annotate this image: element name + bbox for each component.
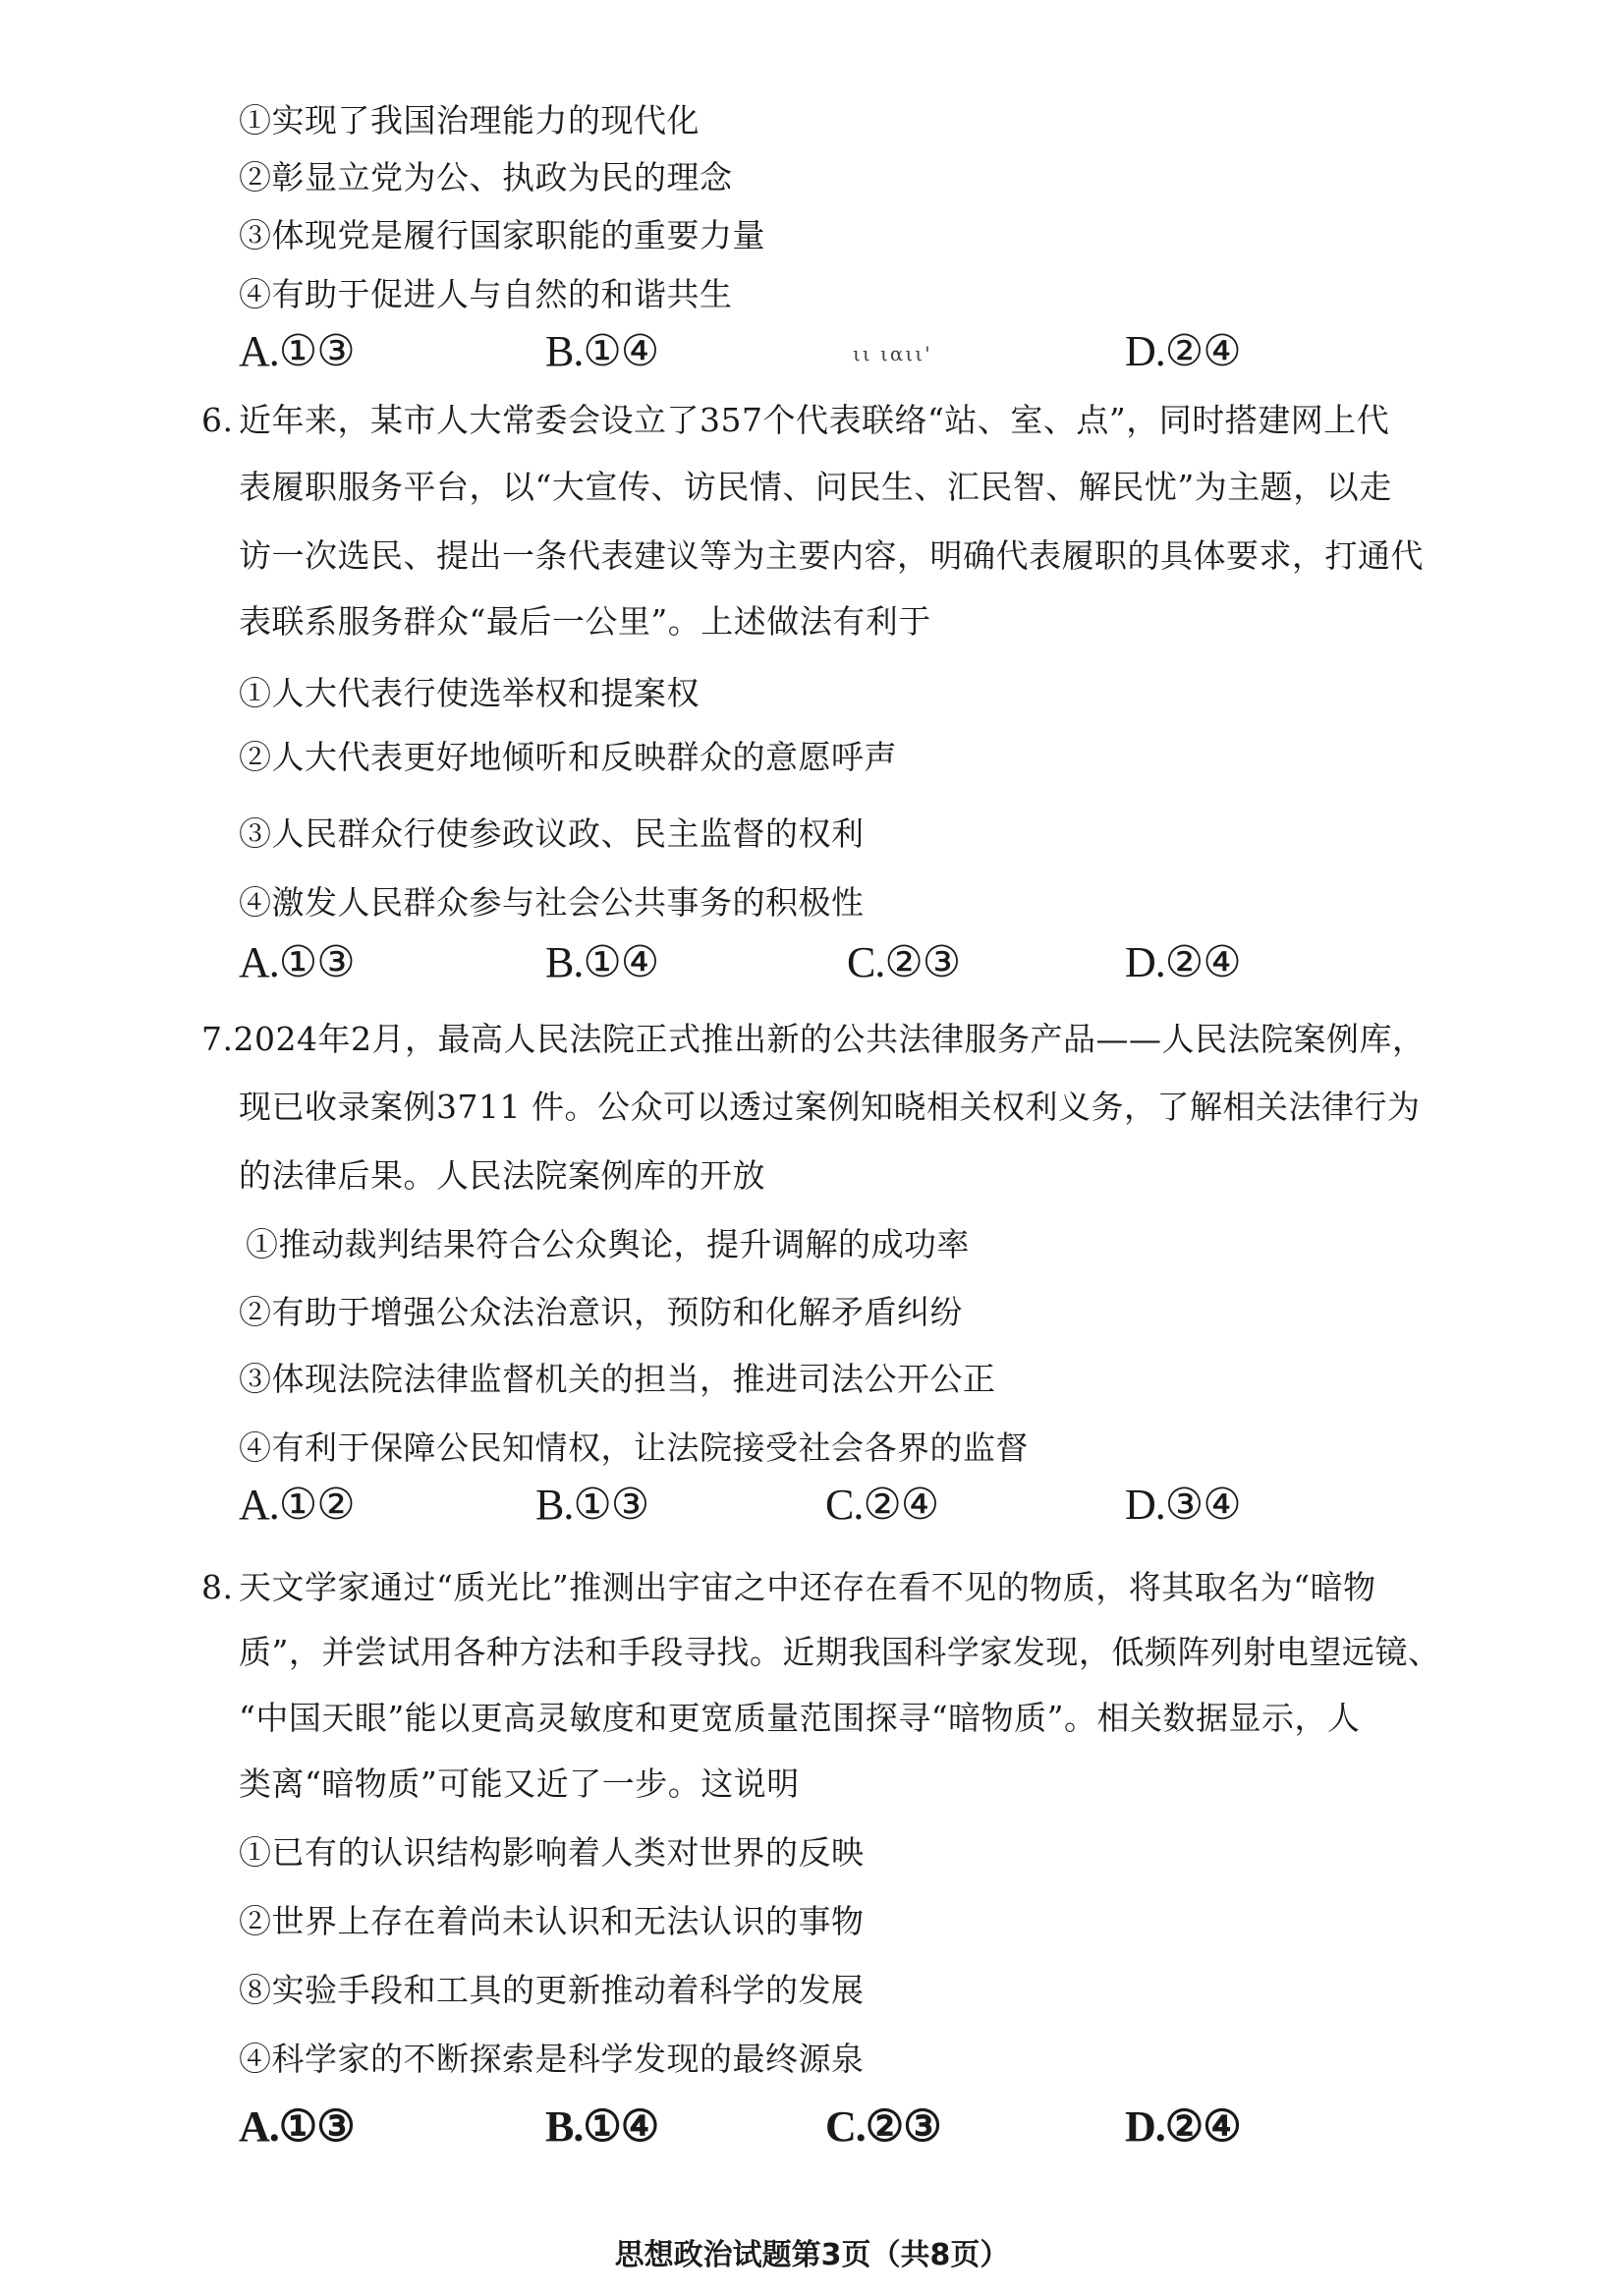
q8-option-c: C.②③ [825,2102,941,2151]
q8-option-d: D.②④ [1125,2102,1241,2151]
q6-option-d: D.②④ [1125,938,1241,986]
q5-option-b: B.①④ [545,327,659,375]
q8-statement-4: ④科学家的不断探索是科学发现的最终源泉 [239,2040,865,2078]
q6-statement-2: ②人大代表更好地倾听和反映群众的意愿呼声 [239,738,897,776]
q7-option-c: C.②④ [825,1481,939,1529]
q5-option-d: D.②④ [1125,327,1241,375]
q7-stem-line-1: 7.2024年2月，最高人民法院正式推出新的公共法律服务产品——人民法院案例库， [201,1020,1426,1058]
q5-statement-1: ①实现了我国治理能力的现代化 [239,101,700,140]
q8-statement-1: ①已有的认识结构影响着人类对世界的反映 [239,1833,865,1872]
q5-statement-4: ④有助于促进人与自然的和谐共生 [239,275,733,313]
q5-statement-3: ③体现党是履行国家职能的重要力量 [239,216,765,254]
q7-statement-4: ④有利于保障公民知情权，让法院接受社会各界的监督 [239,1428,1029,1467]
q8-option-b: B.①④ [545,2102,659,2151]
q7-option-a: A.①② [239,1481,355,1529]
q8-stem-line-3: “中国天眼”能以更高灵敏度和更宽质量范围探寻“暗物质”。相关数据显示，人 [239,1699,1361,1737]
q6-option-b: B.①④ [545,938,659,986]
q5-statement-2: ②彰显立党为公、执政为民的理念 [239,158,733,196]
q7-option-d: D.③④ [1125,1481,1241,1529]
q6-stem-line-4: 表联系服务群众“最后一公里”。上述做法有利于 [239,602,931,641]
q8-stem-line-2: 质”，并尝试用各种方法和手段寻找。近期我国科学家发现，低频阵列射电望远镜、 [239,1633,1441,1671]
q6-statement-1: ①人大代表行使选举权和提案权 [239,674,700,712]
q8-statement-2: ②世界上存在着尚未认识和无法认识的事物 [239,1902,865,1940]
q6-option-c: C.②③ [847,938,961,986]
q7-stem-line-3: 的法律后果。人民法院案例库的开放 [239,1156,765,1195]
q6-stem-line-1: 近年来，某市人大常委会设立了357个代表联络“站、室、点”，同时搭建网上代 [239,401,1390,439]
q7-statement-1: ①推动裁判结果符合公众舆论，提升调解的成功率 [246,1225,970,1263]
q8-number: 8. [201,1568,234,1606]
page-footer: 思想政治试题第3页（共8页） [614,2238,1010,2272]
q5-option-c-smudged: ιι ιαιι' [853,342,932,365]
q6-option-a: A.①③ [239,938,355,986]
q8-stem-line-1: 天文学家通过“质光比”推测出宇宙之中还存在看不见的物质，将其取名为“暗物 [239,1568,1376,1606]
q7-statement-3: ③体现法院法律监督机关的担当，推进司法公开公正 [239,1360,996,1398]
q6-stem-line-2: 表履职服务平台，以“大宣传、访民情、问民生、汇民智、解民忧”为主题，以走 [239,468,1392,506]
q8-option-a: A.①③ [239,2102,355,2151]
q7-option-b: B.①③ [535,1481,649,1529]
q6-statement-3: ③人民群众行使参政议政、民主监督的权利 [239,814,865,853]
q6-number: 6. [201,401,234,439]
q6-stem-line-3: 访一次选民、提出一条代表建议等为主要内容，明确代表履职的具体要求，打通代 [239,536,1424,575]
q8-stem-line-4: 类离“暗物质”可能又近了一步。这说明 [239,1764,800,1803]
q8-statement-3: ⑧实验手段和工具的更新推动着科学的发展 [239,1971,865,2009]
q7-stem-line-2: 现已收录案例3711 件。公众可以透过案例知晓相关权利义务，了解相关法律行为 [239,1088,1421,1126]
q7-statement-2: ②有助于增强公众法治意识，预防和化解矛盾纠纷 [239,1293,963,1331]
q6-statement-4: ④激发人民群众参与社会公共事务的积极性 [239,883,865,922]
q5-option-a: A.①③ [239,327,355,375]
